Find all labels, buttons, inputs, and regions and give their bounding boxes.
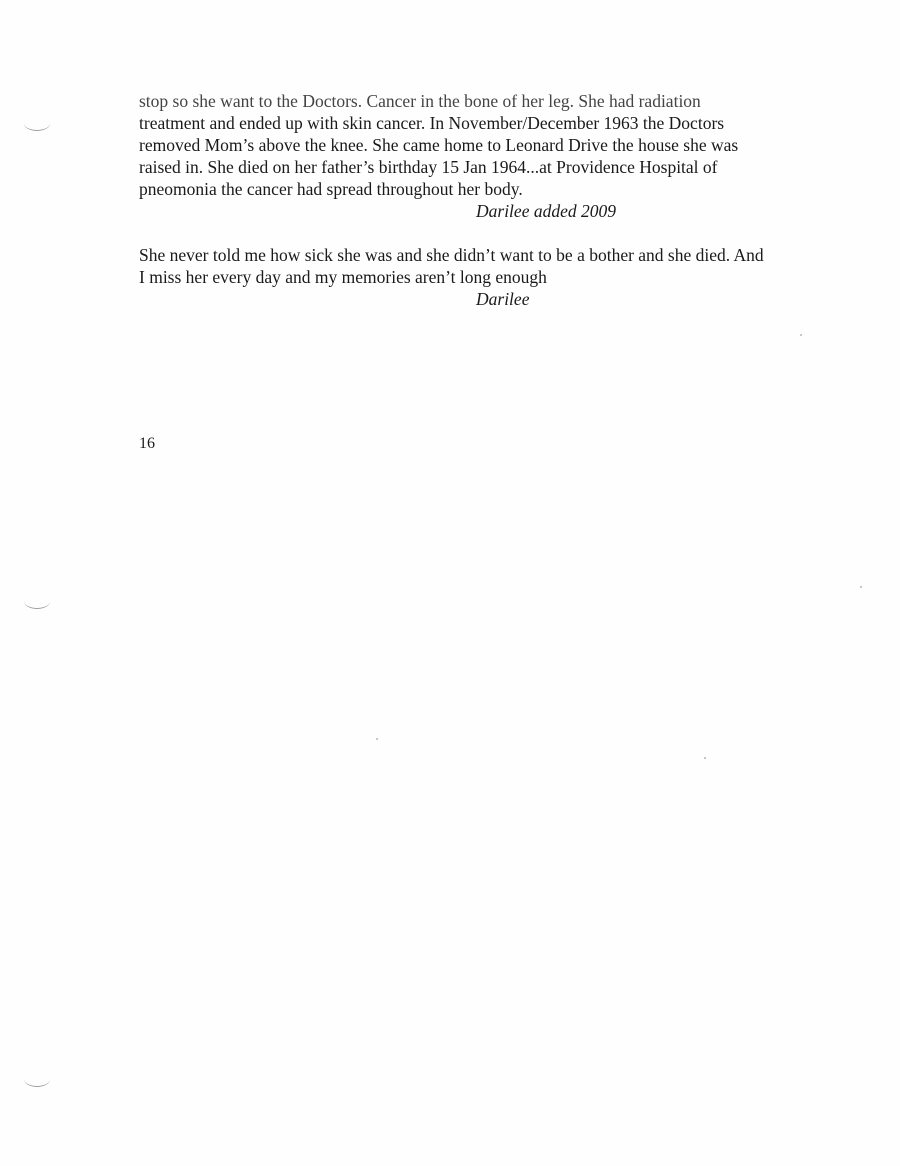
scan-speck bbox=[704, 757, 706, 759]
paragraph-line: raised in. She died on her father’s birthday 15 Jan 1964...at Providence Hospital of bbox=[139, 157, 718, 177]
paragraph-line: I miss her every day and my memories aren’t long enough bbox=[139, 267, 547, 287]
signature-darilee-added: Darilee added 2009 bbox=[476, 201, 616, 221]
paragraph-line: removed Mom’s above the knee. She came home to Leonard Drive the house she was bbox=[139, 135, 739, 155]
signature-darilee: Darilee bbox=[476, 289, 530, 309]
paragraph-line: stop so she want to the Doctors. Cancer in the bone of her leg. She had radiation bbox=[139, 91, 701, 111]
scan-speck bbox=[800, 334, 802, 336]
paragraph-line: She never told me how sick she was and she didn’t want to be a bother and she died. And bbox=[139, 245, 764, 265]
paragraph-line: treatment and ended up with skin cancer. In November/December 1963 the Doctors bbox=[139, 113, 725, 133]
binder-hole-mark bbox=[24, 594, 50, 609]
scan-speck bbox=[376, 738, 378, 740]
binder-hole-mark bbox=[24, 1072, 50, 1087]
scan-speck bbox=[860, 586, 862, 588]
paragraph-line: pneomonia the cancer had spread throughout her body. bbox=[139, 179, 523, 199]
binder-hole-mark bbox=[24, 116, 50, 131]
page-number: 16 bbox=[139, 435, 155, 452]
